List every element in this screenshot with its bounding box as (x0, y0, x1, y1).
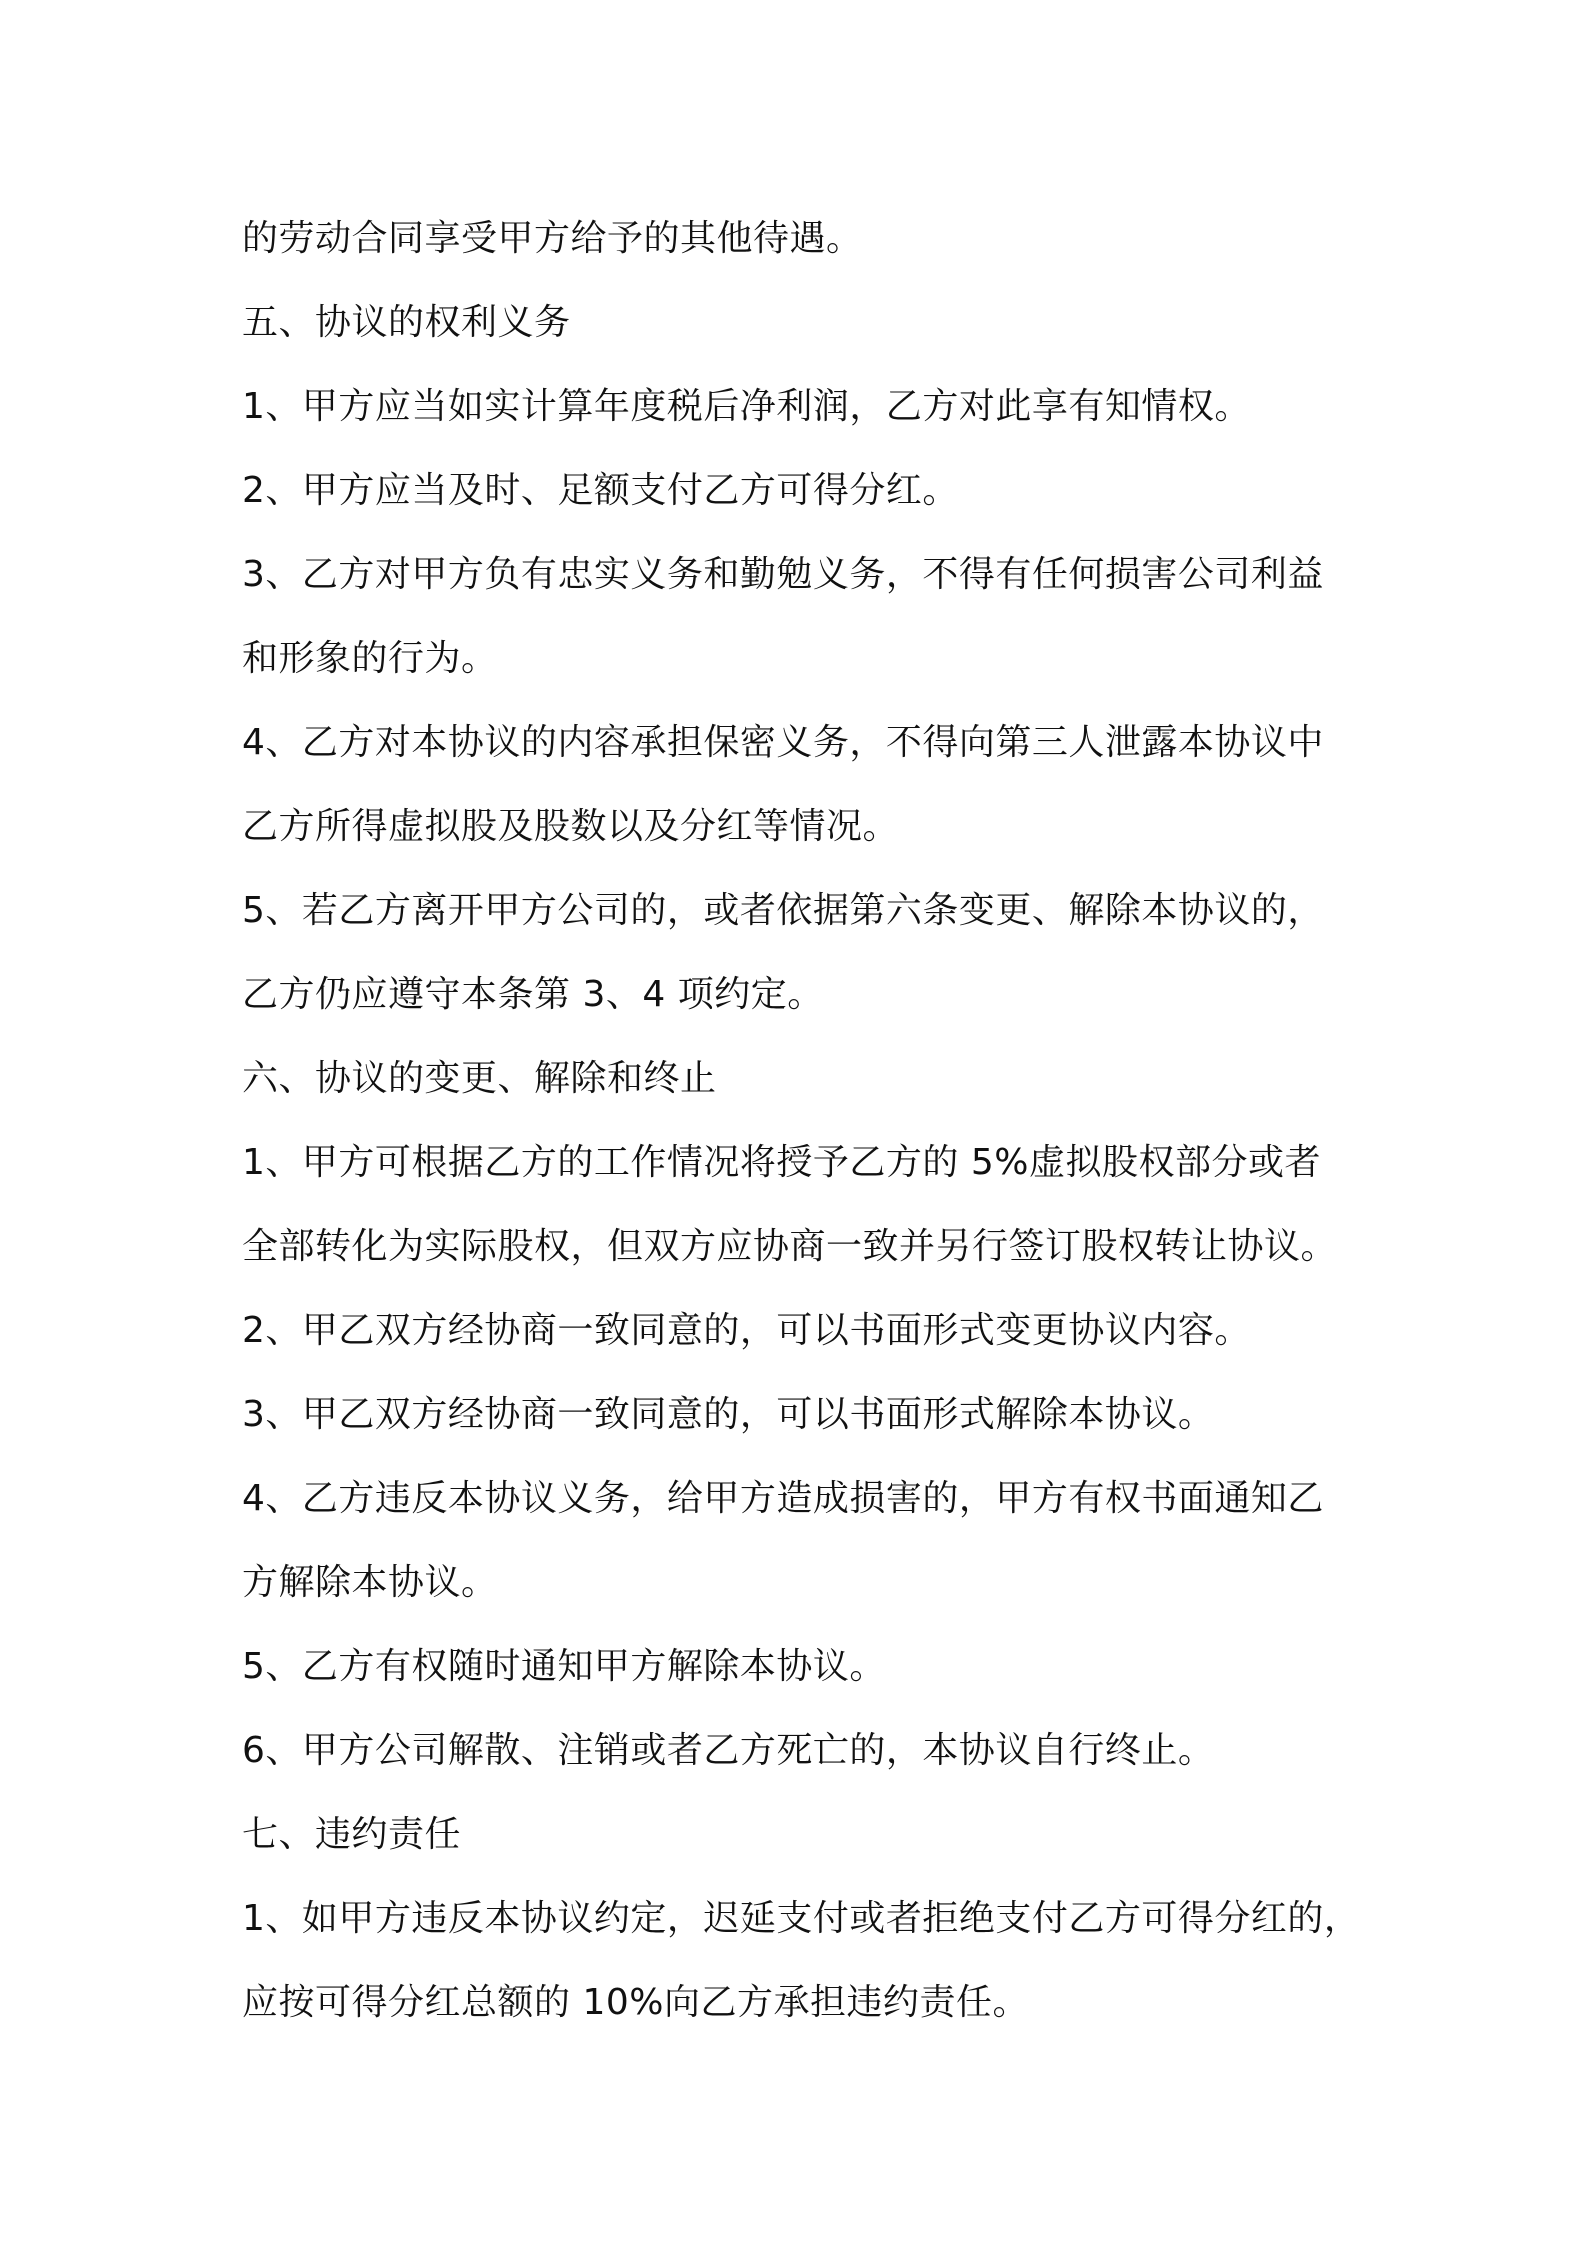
section-heading: 七、违约责任 (242, 1814, 462, 1855)
text-line: 2、甲乙双方经协商一致同意的，可以书面形式变更协议内容。 (242, 1310, 1251, 1351)
text-line: 2、甲方应当及时、足额支付乙方可得分红。 (242, 470, 959, 511)
text-line: 和形象的行为。 (242, 638, 498, 679)
text-line: 方解除本协议。 (242, 1562, 498, 1603)
text-line: 的劳动合同享受甲方给予的其他待遇。 (242, 218, 863, 259)
text-line: 全部转化为实际股权，但双方应协商一致并另行签订股权转让协议。 (242, 1226, 1338, 1267)
text-line: 乙方仍应遵守本条第 3、4 项约定。 (242, 974, 824, 1015)
text-line: 乙方所得虚拟股及股数以及分红等情况。 (242, 806, 900, 847)
section-heading: 五、协议的权利义务 (242, 302, 571, 343)
text-line: 1、如甲方违反本协议约定，迟延支付或者拒绝支付乙方可得分红的， (242, 1898, 1361, 1939)
text-line: 1、甲方可根据乙方的工作情况将授予乙方的 5%虚拟股权部分或者 (242, 1142, 1321, 1183)
text-line: 1、甲方应当如实计算年度税后净利润，乙方对此享有知情权。 (242, 386, 1251, 427)
text-line: 5、乙方有权随时通知甲方解除本协议。 (242, 1646, 886, 1687)
section-heading: 六、协议的变更、解除和终止 (242, 1058, 717, 1099)
text-line: 5、若乙方离开甲方公司的，或者依据第六条变更、解除本协议的， (242, 890, 1324, 931)
text-line: 3、甲乙双方经协商一致同意的，可以书面形式解除本协议。 (242, 1394, 1215, 1435)
document-body (242, 197, 1382, 2045)
text-line: 4、乙方对本协议的内容承担保密义务，不得向第三人泄露本协议中 (242, 722, 1324, 763)
text-line: 4、乙方违反本协议义务，给甲方造成损害的，甲方有权书面通知乙 (242, 1478, 1324, 1519)
text-line: 应按可得分红总额的 10%向乙方承担违约责任。 (242, 1982, 1029, 2023)
text-line: 3、乙方对甲方负有忠实义务和勤勉义务，不得有任何损害公司利益 (242, 554, 1324, 595)
text-line: 6、甲方公司解散、注销或者乙方死亡的，本协议自行终止。 (242, 1730, 1215, 1771)
